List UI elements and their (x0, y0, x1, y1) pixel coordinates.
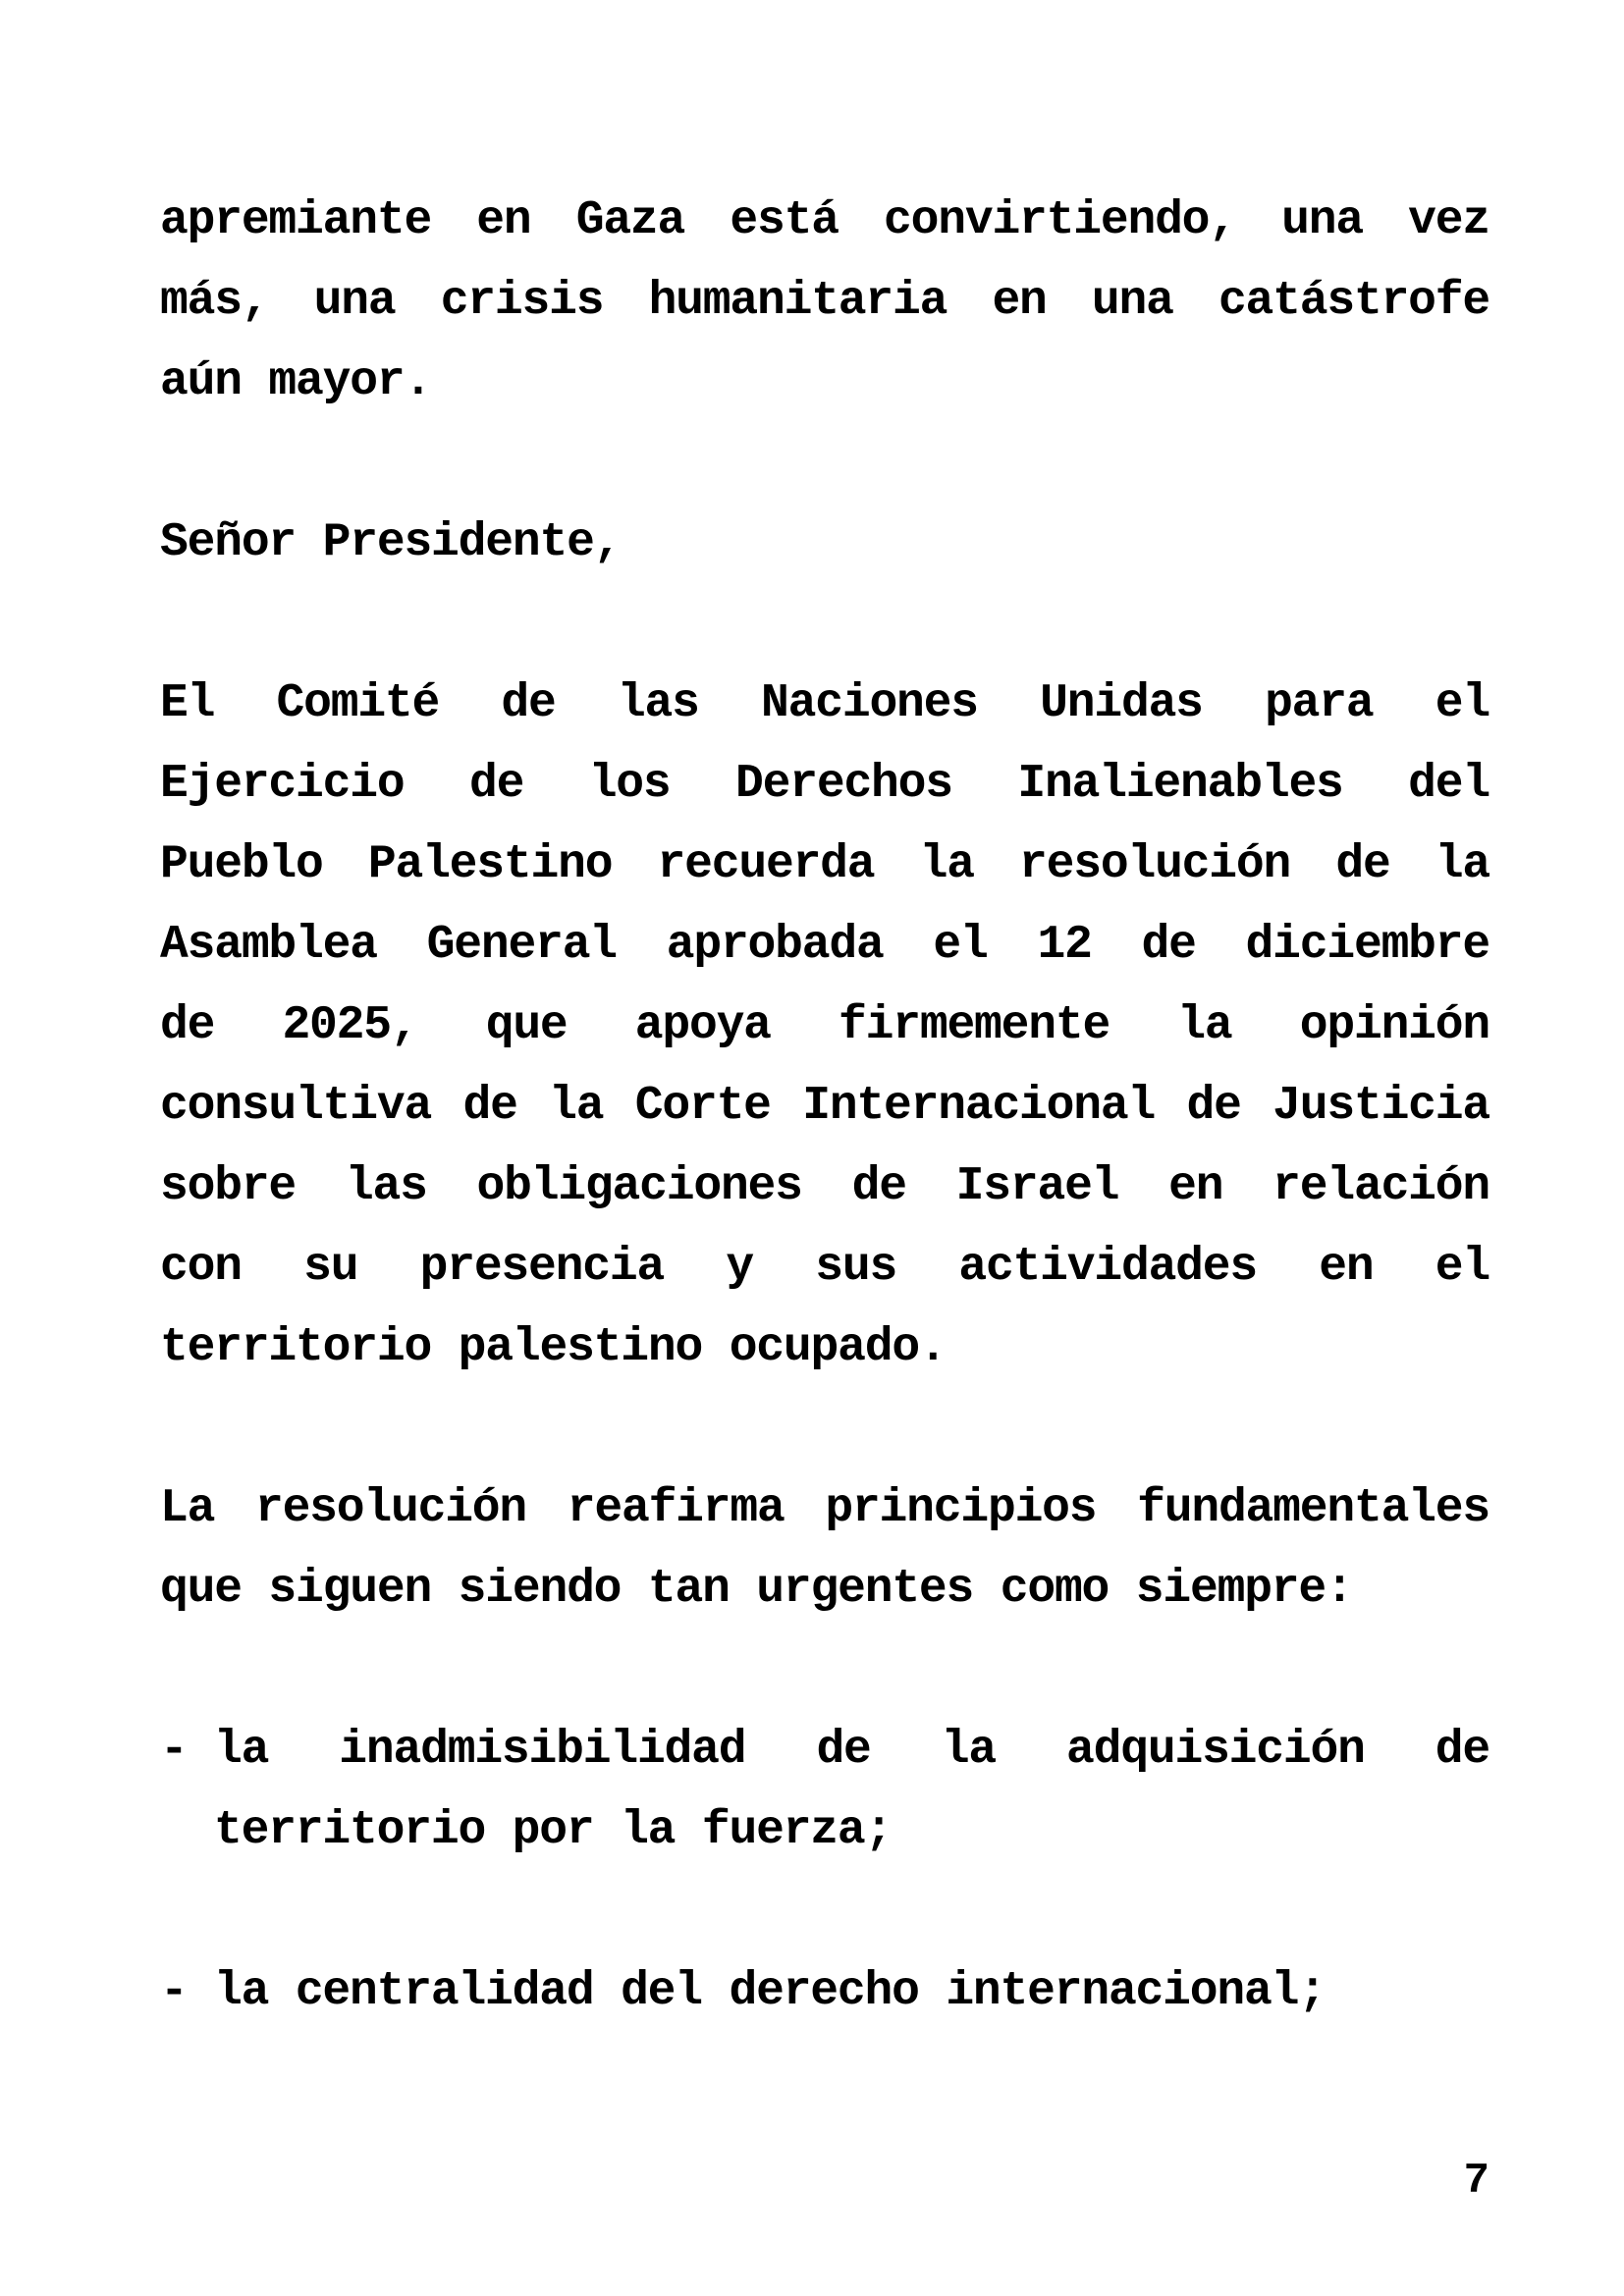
text-line: sobre las obligaciones de Israel en relación (160, 1160, 1489, 1213)
bullet-marker: - (160, 1724, 188, 1777)
paragraph-committee-resolution (160, 664, 1489, 1388)
bullet-item-inadmissibility (160, 1710, 1489, 1871)
text-line: más, una crisis humanitaria en una catástrofe (160, 275, 1489, 328)
text-line: consultiva de la Corte Internacional de Justicia (160, 1080, 1489, 1133)
text-line: la centralidad del derecho internacional; (214, 1965, 1326, 2018)
text-line: El Comité de las Naciones Unidas para el (160, 677, 1489, 730)
text-line: Pueblo Palestino recuerda la resolución de la (160, 838, 1489, 891)
text-line: territorio palestino ocupado. (160, 1321, 947, 1374)
text-line: la inadmisibilidad de la adquisición de (214, 1724, 1489, 1777)
bullet-marker: - (160, 1965, 188, 2018)
text-line: aún mayor. (160, 355, 432, 408)
bullet-item-international-law (160, 1951, 1489, 2032)
paragraph-gaza-crisis (160, 181, 1489, 422)
text-line: Ejercicio de los Derechos Inalienables del (160, 758, 1489, 811)
paragraph-principles-intro (160, 1468, 1489, 1629)
page-number: 7 (1463, 2157, 1489, 2206)
text-line: apremiante en Gaza está convirtiendo, una vez (160, 194, 1489, 247)
text-line: con su presencia y sus actividades en el (160, 1241, 1489, 1294)
paragraph-salutation (160, 503, 1489, 583)
text-line: Asamblea General aprobada el 12 de diciembre (160, 919, 1489, 972)
text-line: La resolución reafirma principios fundamentales (160, 1482, 1489, 1535)
text-line: territorio por la fuerza; (214, 1804, 893, 1857)
text-line: de 2025, que apoya firmemente la opinión (160, 999, 1489, 1052)
text-line: que siguen siendo tan urgentes como siempre: (160, 1563, 1353, 1616)
text-line: Señor Presidente, (160, 516, 622, 569)
speech-body (160, 181, 1489, 2032)
